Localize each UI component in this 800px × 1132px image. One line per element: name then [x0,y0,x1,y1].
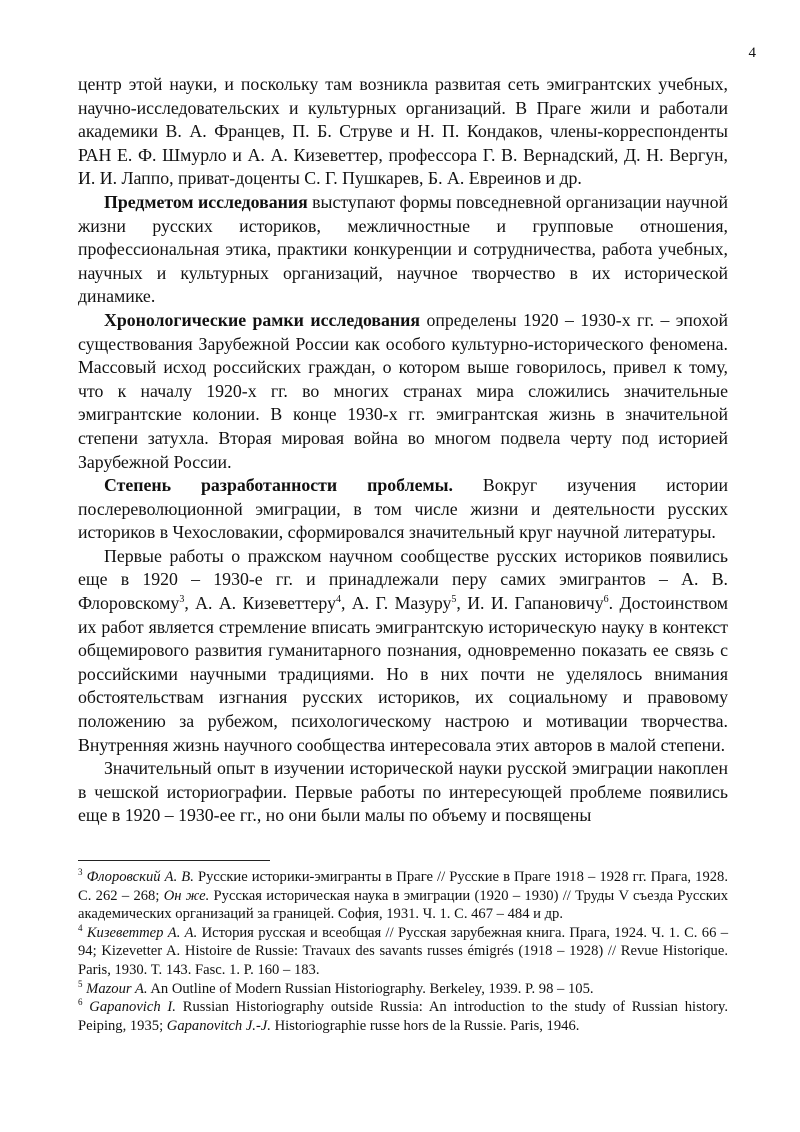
footnote-author: Gapanovitch J.-J. [166,1017,271,1034]
footnote-number: 3 [78,867,83,877]
first-works-text-e: . Достоинством их работ является стремление вписать эмигрантскую историческую науку в контекст общемирового развития гуманитарного познания, одновременно показать ее связь с российскими научными традициями. Но в них почти не уделялось внимания обстоятельствам изгнания русских историков, их социальному и правовому положению за рубежом, психологическому настрою и мотивации творчества. Внутренняя жизнь научного сообщества интересовала этих авторов в малой степени. [78,593,728,755]
footnote-text: Русские историки-эмигранты в Праге // Русские в Праге 1918 – 1928 гг. Прага, 1928. С. 262 – 268; [78,869,729,904]
footnote-3 [78,868,728,924]
footnote-author: Mazour A. [86,980,148,997]
chronology-heading: Хронологические рамки исследования [104,309,421,330]
first-works-text-a: Первые работы о пражском научном сообществе русских историков появились еще в 1920 – 1930-е гг. и принадлежали перу самих эмигрантов – А. В. Флоровскому [78,545,728,614]
paragraph-research-degree [78,474,728,545]
first-works-text-d: , И. И. Гапановичу [456,593,604,614]
paragraph-chronology [78,309,728,474]
research-degree-text: Вокруг изучения истории послереволюционной эмиграции, в том числе жизни и деятельности русских историков в Чехословакии, сформировался значительный круг научной литературы. [78,475,728,543]
footnote-author: Он же. [163,887,210,904]
footnote-ref-4[interactable]: 4 [335,594,341,606]
footnote-text: Historiographie russe hors de la Russie. Paris, 1946. [270,1017,580,1034]
chronology-text: определены 1920 – 1930-х гг. – эпохой существования Зарубежной России как особого культурно-исторического феномена. Массовый исход российских граждан, о котором выше говорилось, привел к тому, что к началу 1920-х гг. во многих странах мира сложились значительные эмигрантские колонии. В конце 1930-х гг. эмигрантская жизнь в значительной степени затухла. Вторая мировая война во многом подвела черту под историей Зарубежной России. [78,309,728,472]
footnote-author: Кизеветтер А. А. [86,924,198,941]
paragraph-centers: центр этой науки, и поскольку там возникла развитая сеть эмигрантских учебных, научно-исследовательских и культурных организаций. В Праге жили и работали академики В. А. Францев, П. Б. Струве и Н. П. Кондаков, члены-корреспонденты РАН Е. Ф. Шмурло и А. А. Кизеветтер, профессора Г. В. Вернадский, Д. Н. Вергун, И. И. Лаппо, приват-доценты С. Г. Пушкарев, Б. А. Евреинов и др. [78,74,728,189]
footnote-text: Russian Historiography outside Russia: An introduction to the study of Russian history. Peiping, 1935; [78,999,728,1034]
footnote-separator [78,860,270,861]
first-works-text-c: , А. Г. Мазуру [340,593,452,614]
footnote-ref-3[interactable]: 3 [179,594,185,606]
footnote-number: 4 [78,922,83,933]
footnote-number: 6 [78,997,83,1008]
body-text [78,73,728,828]
paragraph-subject [78,191,728,309]
footnote-text: An Outline of Modern Russian Historiography. Berkeley, 1939. P. 98 – 105. [147,980,594,997]
subject-heading: Предметом исследования [104,191,308,212]
research-degree-heading: Степень разработанности проблемы. [104,475,453,496]
footnote-4 [78,924,728,980]
footnote-author: Gapanovich I. [89,999,176,1016]
footnote-ref-6[interactable]: 6 [603,594,609,606]
first-works-text-b: , А. А. Кизеветтеру [184,593,336,614]
footnote-text: Русская историческая наука в эмиграции (1920 – 1930) // Труды V съезда Русских академических организаций за границей. София, 1931. Ч. 1. С. 467 – 484 и др. [78,887,729,923]
footnote-6 [78,998,728,1035]
footnote-author: Флоровский А. В. [86,869,194,885]
footnote-text: История русская и всеобщая // Русская зарубежная книга. Прага, 1924. Ч. 1. С. 66 – 94; Kizevetter A. Histoire de Russie: Travaux des savants russes émigrés (1918 – 1928) // Revue Historique. Paris, 1930. T. 143. Fasc. 1. P. 160 – 183. [78,924,728,978]
paragraph-first-works [78,545,728,757]
footnote-ref-5[interactable]: 5 [451,594,457,606]
footnote-number: 5 [78,978,83,989]
page-number: 4 [748,45,756,61]
footnote-5 [78,980,728,999]
footnotes [78,868,728,1035]
paragraph-czech-historiography: Значительный опыт в изучении исторической науки русской эмиграции накоплен в чешской историографии. Первые работы по интересующей проблеме появились еще в 1920 – 1930-ее гг., но они были малы по объему и посвящены [78,758,728,826]
subject-text: выступают формы повседневной организации научной жизни русских историков, межличностные и групповые отношения, профессиональная этика, практики конкуренции и сотрудничества, работа учебных, научных и культурных организаций, научное творчество в их исторической динамике. [78,191,729,307]
